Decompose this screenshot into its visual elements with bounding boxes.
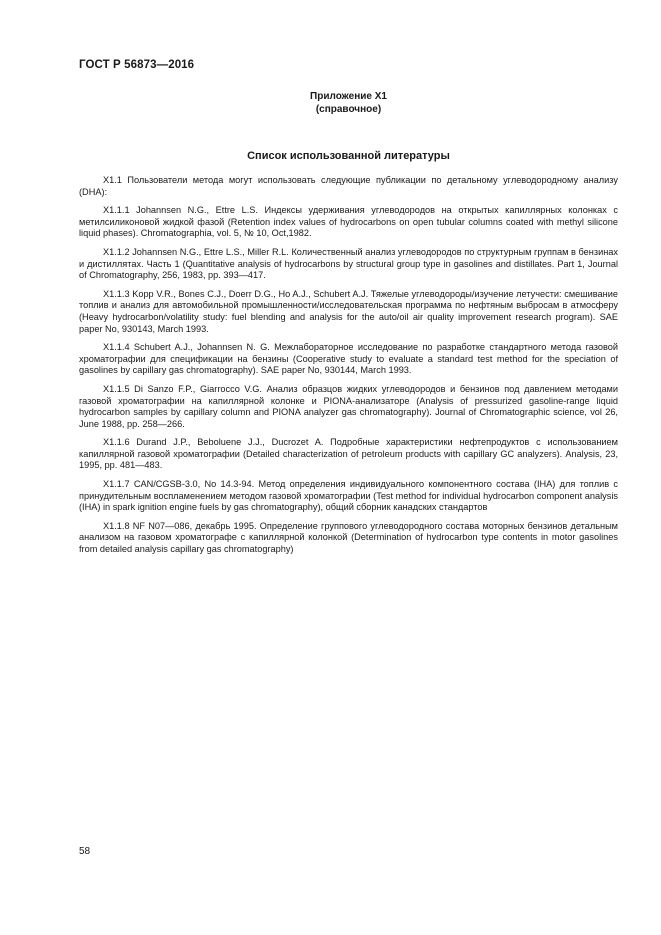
appendix-heading [79,90,618,116]
reference-item: X1.1.6 Durand J.P., Beboluene J.J., Ducrozet A. Подробные характеристики нефтепродуктов с использованием капиллярной газовой хроматографии (Detailed characterization of petroleum products with capillary GC analyzers). Analysis, 23, 1995, pp. 481—483. [79,437,618,471]
reference-item: X1.1.3 Kopp V.R., Bones C.J., Doerr D.G., Ho A.J., Schubert A.J. Тяжелые углеводороды/изучение летучести: смешивание топлив и анализ для автомобильной промышленности/исследовательская программа по нефтяным выбросам в атмосферу (Heavy hydrocarbon/volatility study: fuel blending and analysis for the auto/oil air quality improvement research program). SAE paper No, 930143, March 1993. [79,288,618,334]
page-number: 58 [79,846,91,857]
reference-item: X1.1.1 Johannsen N.G., Ettre L.S. Индексы удерживания углеводородов на открытых капиллярных колонках с метилсиликоновой жидкой фазой (Retention index values of hydrocarbons on open tubular columns coated with methyl silicone liquid phases). Chromatographia, vol. 5, № 10, Oct,1982. [79,205,618,239]
reference-item: X1.1.4 Schubert A.J., Johannsen N. G. Межлабораторное исследование по разработке стандартного метода газовой хроматографии для спецификации на бензины (Cooperative study to evaluate a standard test method for the speciation of gasolines by capillary gas chromatography). SAE paper No, 930144, March 1993. [79,342,618,376]
appendix-subtitle: (справочное) [315,104,382,115]
document-code: ГОСТ Р 56873—2016 [79,59,195,71]
appendix-title: Приложение X1 [310,91,387,102]
references-body [79,175,618,563]
section-title: Список использованной литературы [247,150,450,162]
reference-item: X1.1.7 CAN/CGSB-3.0, No 14.3-94. Метод определения индивидуального компонентного состава (IHA) для топлив с принудительным воспламенением методом газовой хроматографии (Test method for individual hydrocarbon component analysis (IHA) in spark ignition engine fuels by gas chromatography), общий сборник канадских стандартов [79,479,618,513]
reference-item: X1.1.8 NF N07—086, декабрь 1995. Определение группового углеводородного состава моторных бензинов детальным анализом на газовом хроматографе с капиллярной колонкой (Determination of hydrocarbon type contents in motor gasolines from detailed analysis capillary gas chromatography) [79,520,618,555]
reference-item: X1.1.5 Di Sanzo F.P., Giarrocco V.G. Анализ образцов жидких углеводородов и бензинов под давлением методами газовой хроматографии на капиллярной колонке и PIONA-анализаторе (Analysis of pressurized gasoline-range liquid hydrocarbon samples by capillary column and PIONA analyzer gas chromatography). Journal of Chromatographic science, vol 26, June 1988, pp. 258—266. [79,383,618,429]
reference-item: X1.1.2 Johannsen N.G., Ettre L.S., Miller R.L. Количественный анализ углеводородов по структурным группам в бензинах и дистиллятах. Часть 1 (Quantitative analysis of hydrocarbons by structural group type in gasolines and distillates. Part 1, Journal of Chromatography, 256, 1983, pp. 393—417. [79,246,618,281]
intro-paragraph: X1.1 Пользователи метода могут использовать следующие публикации по детальному углеводородному анализу (DHA): [79,175,618,197]
